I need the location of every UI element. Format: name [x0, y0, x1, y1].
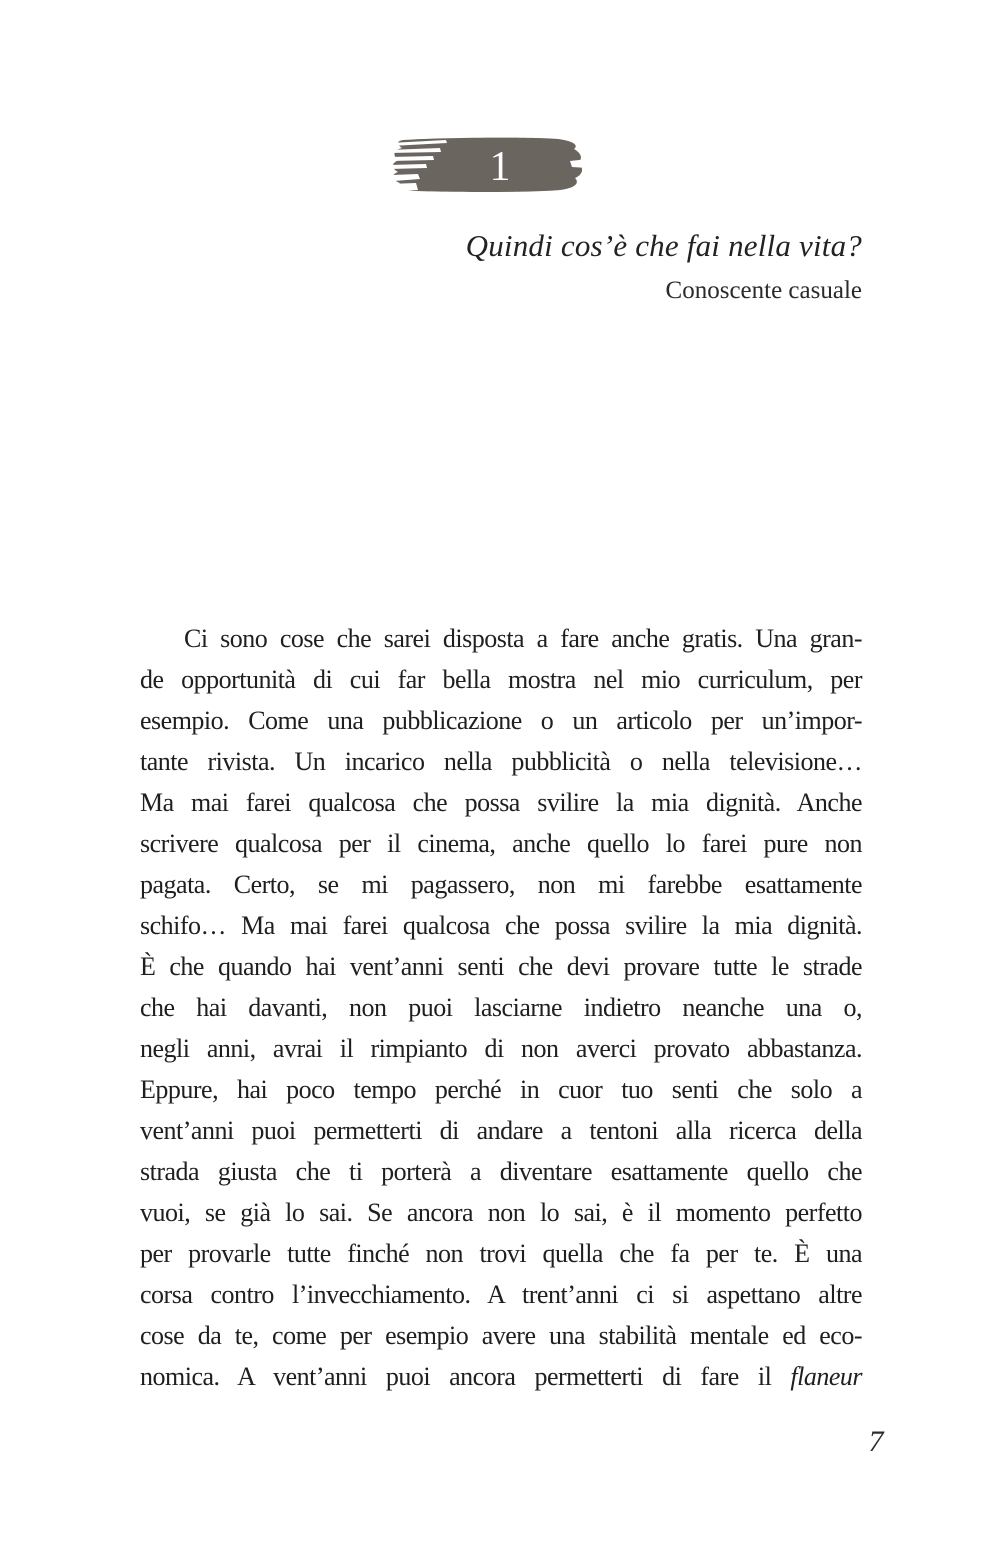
- brush-stroke-icon: [388, 137, 588, 193]
- body-line: Ci sono cose che sarei disposta a fare anche gratis. Una gran-: [184, 624, 862, 653]
- body-line: esempio. Come una pubblicazione o un articolo per un’impor-: [140, 706, 862, 735]
- chapter-number: 1: [489, 144, 511, 190]
- body-line: Ma mai farei qualcosa che possa svilire la mia dignità. Anche: [140, 788, 862, 817]
- body-line: che hai davanti, non puoi lasciarne indietro neanche una o,: [140, 993, 862, 1022]
- chapter-banner: [388, 137, 588, 193]
- body-line: per provarle tutte finché non trovi quella che fa per te. È una: [140, 1239, 862, 1268]
- body-line: corsa contro l’invecchiamento. A trent’anni ci si aspettano altre: [140, 1280, 862, 1309]
- body-line: schifo… Ma mai farei qualcosa che possa svilire la mia dignità.: [140, 911, 862, 940]
- body-line: vent’anni puoi permetterti di andare a tentoni alla ricerca della: [140, 1116, 862, 1145]
- epigraph: [140, 226, 862, 306]
- body-line: pagata. Certo, se mi pagassero, non mi farebbe esattamente: [140, 870, 862, 899]
- body-line: vuoi, se già lo sai. Se ancora non lo sai, è il momento perfetto: [140, 1198, 862, 1227]
- body-paragraph: [140, 618, 862, 1397]
- body-line: negli anni, avrai il rimpianto di non averci provato abbastanza.: [140, 1034, 862, 1063]
- body-line: tante rivista. Un incarico nella pubblicità o nella televisione…: [140, 747, 862, 776]
- body-line: nomica. A vent’anni puoi ancora permetterti di fare il flaneur: [140, 1362, 862, 1391]
- italic-word: flaneur: [790, 1362, 862, 1391]
- body-line: cose da te, come per esempio avere una stabilità mentale ed eco-: [140, 1321, 862, 1350]
- body-line: scrivere qualcosa per il cinema, anche quello lo farei pure non: [140, 829, 862, 858]
- epigraph-attribution: Conoscente casuale: [665, 277, 862, 304]
- body-line: Eppure, hai poco tempo perché in cuor tuo senti che solo a: [140, 1075, 862, 1104]
- body-line: È che quando hai vent’anni senti che devi provare tutte le strade: [140, 952, 862, 981]
- body-line: strada giusta che ti porterà a diventare esattamente quello che: [140, 1157, 862, 1186]
- epigraph-quote: Quindi cos’è che fai nella vita?: [465, 228, 862, 263]
- body-line: de opportunità di cui far bella mostra nel mio curriculum, per: [140, 665, 862, 694]
- page-number: 7: [868, 1425, 884, 1458]
